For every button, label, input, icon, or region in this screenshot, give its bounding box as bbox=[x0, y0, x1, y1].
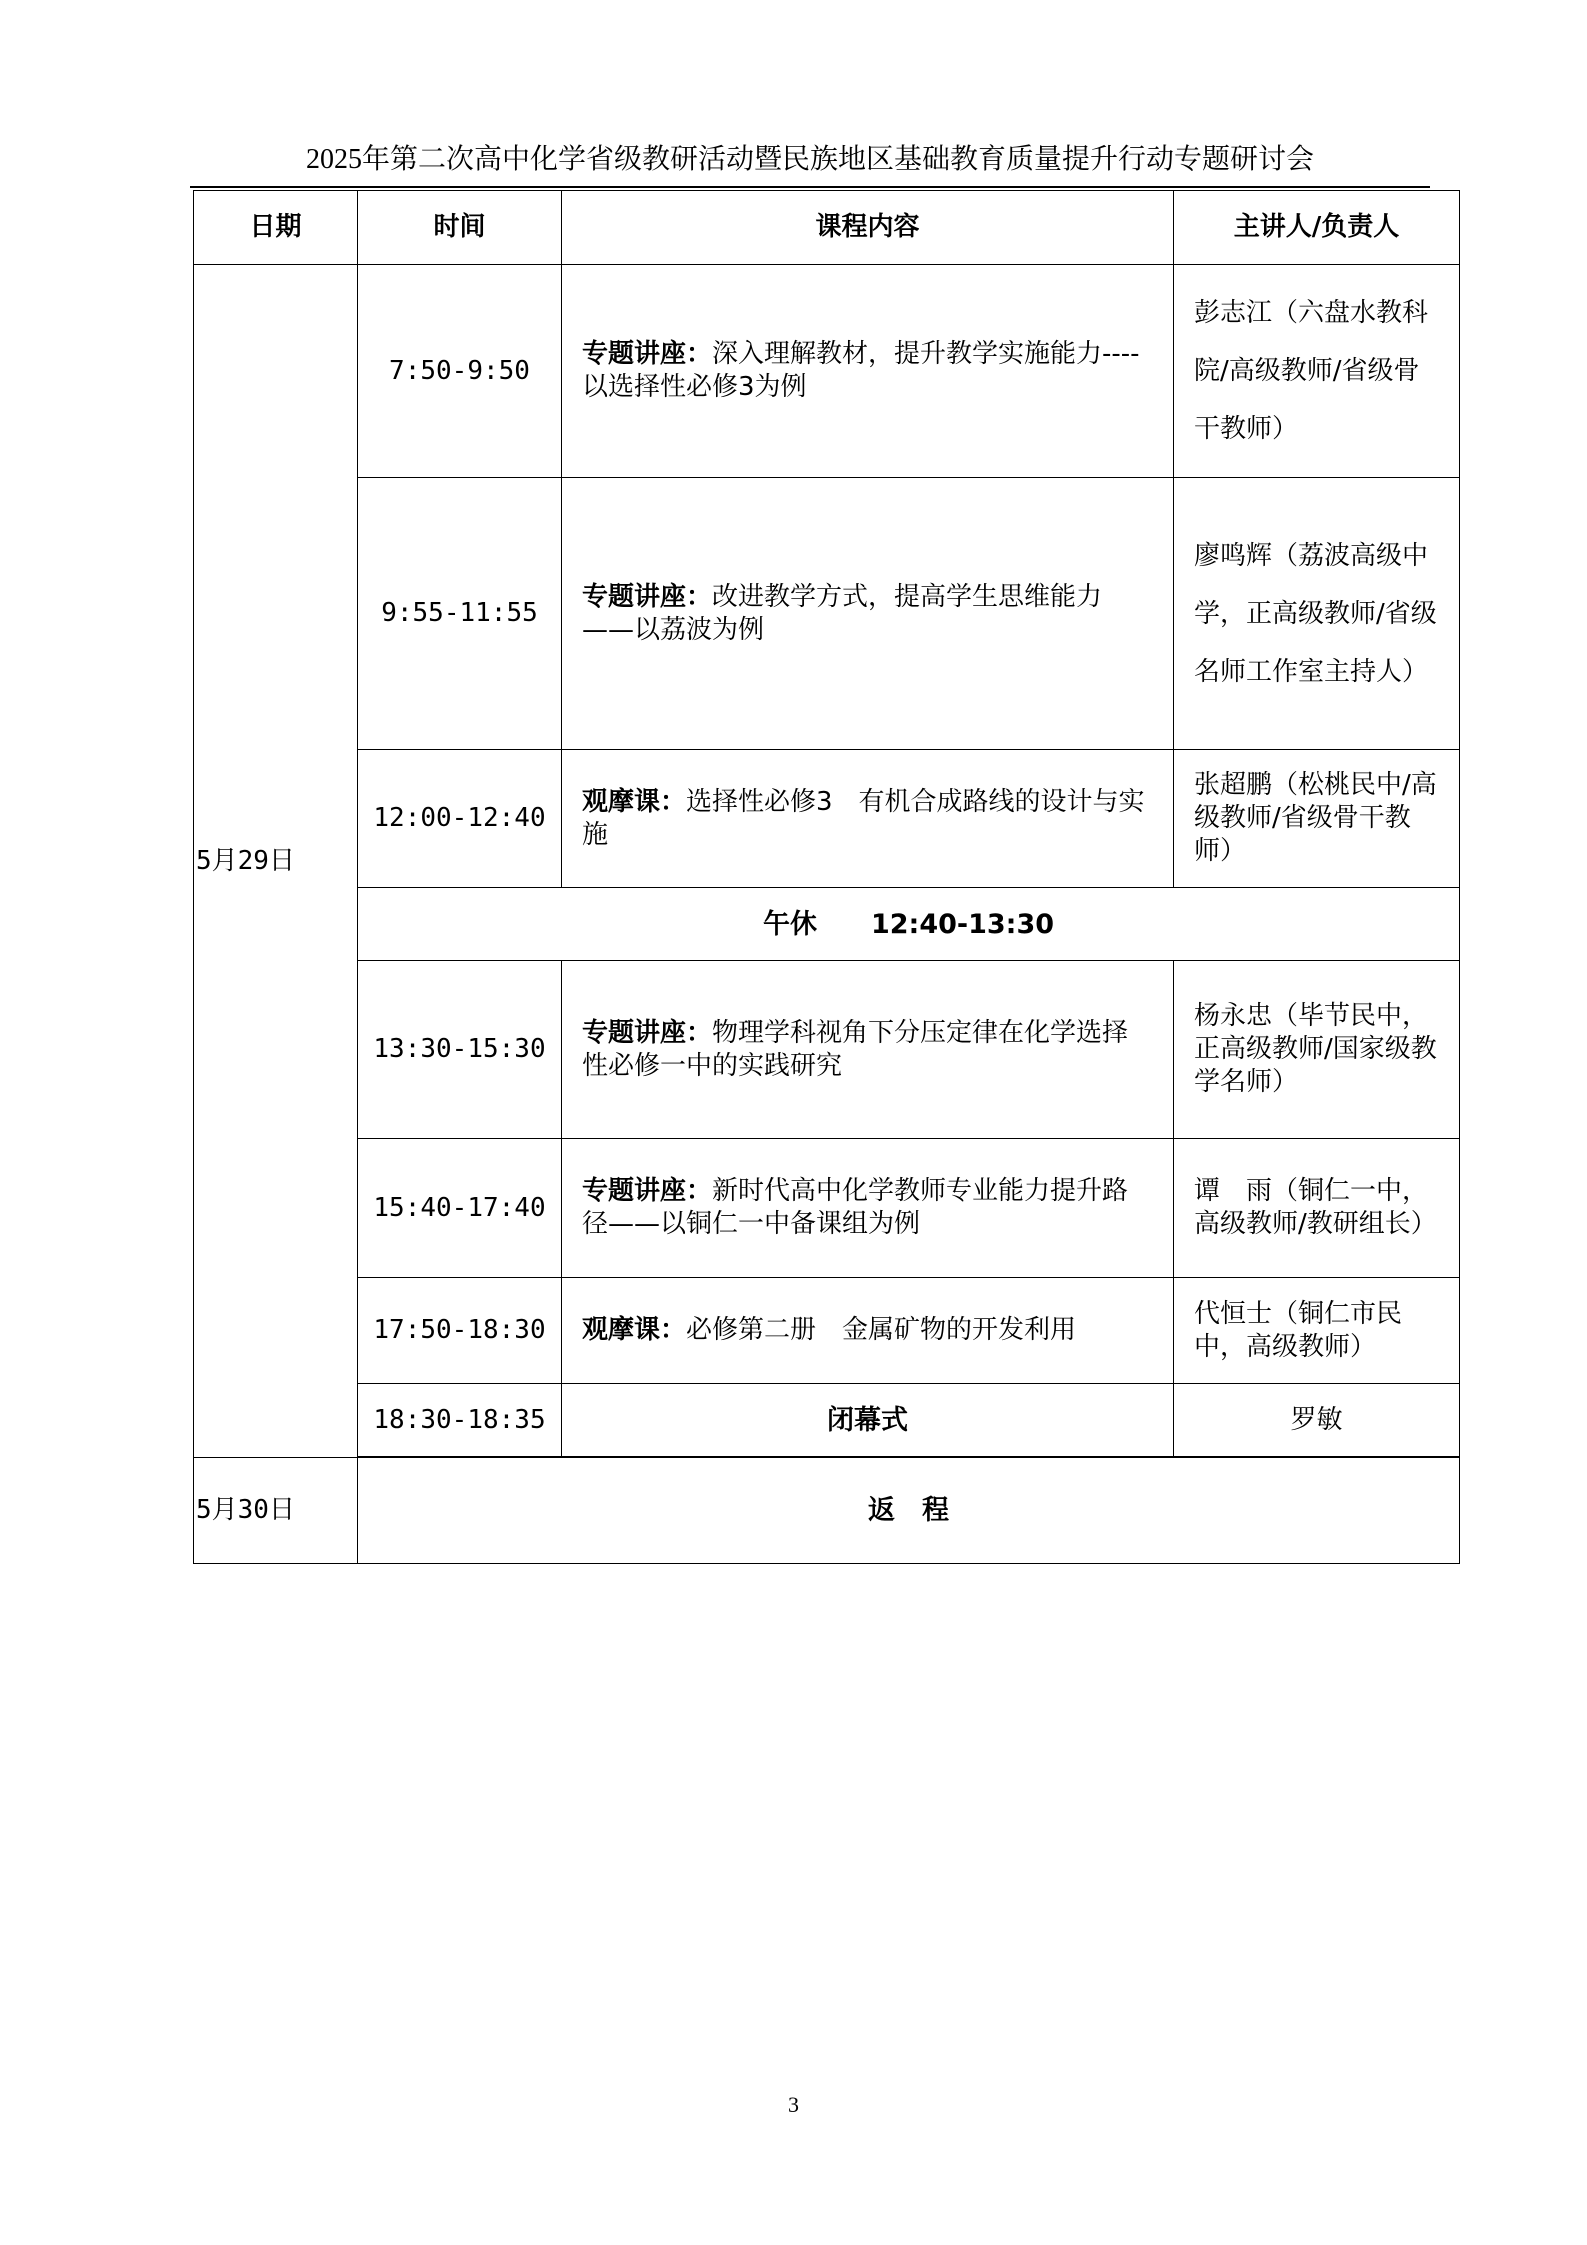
page-number: 3 bbox=[788, 2092, 799, 2117]
session-topic: 新时代高中化学教师专业能力提升路径——以铜仁一中备课组为例 bbox=[582, 1176, 1129, 1239]
session-type: 观摩课： bbox=[582, 786, 687, 817]
speaker-cell: 廖鸣辉（荔波高级中学，正高级教师/省级名师工作室主持人） bbox=[1174, 478, 1460, 750]
time-cell: 7:50-9:50 bbox=[358, 265, 562, 478]
session-type: 专题讲座： bbox=[582, 1017, 713, 1048]
return-row bbox=[194, 1458, 1460, 1564]
session-topic: 选择性必修3 有机合成路线的设计与实施 bbox=[582, 786, 1145, 850]
speaker-cell: 张超鹏（松桃民中/高级教师/省级骨干教师） bbox=[1174, 750, 1460, 888]
lunch-row bbox=[194, 888, 1460, 961]
table-row bbox=[194, 750, 1460, 888]
time-cell: 15:40-17:40 bbox=[358, 1139, 562, 1278]
column-header-date: 日期 bbox=[194, 191, 358, 265]
return-trip-cell: 返 程 bbox=[358, 1458, 1460, 1564]
speaker-cell: 代恒士（铜仁市民中，高级教师） bbox=[1174, 1278, 1460, 1384]
time-cell: 13:30-15:30 bbox=[358, 961, 562, 1139]
content-cell bbox=[562, 961, 1174, 1139]
content-cell bbox=[562, 1278, 1174, 1384]
table-header-row bbox=[194, 191, 1460, 265]
title-underline bbox=[190, 186, 1430, 188]
session-topic: 物理学科视角下分压定律在化学选择性必修一中的实践研究 bbox=[582, 1017, 1129, 1081]
speaker-cell: 彭志江（六盘水教科院/高级教师/省级骨干教师） bbox=[1174, 265, 1460, 478]
content-cell bbox=[562, 1139, 1174, 1278]
table-row bbox=[194, 1278, 1460, 1384]
document-title: 2025年第二次高中化学省级教研活动暨民族地区基础教育质量提升行动专题研讨会 bbox=[305, 144, 1314, 175]
lunch-break-cell: 午休 12:40-13:30 bbox=[358, 888, 1460, 961]
date-cell-day2: 5月30日 bbox=[194, 1458, 358, 1564]
schedule-table bbox=[193, 190, 1460, 1564]
table-row bbox=[194, 961, 1460, 1139]
time-cell: 18:30-18:35 bbox=[358, 1384, 562, 1457]
table-row bbox=[194, 1139, 1460, 1278]
date-cell-day1: 5月29日 bbox=[194, 265, 358, 1458]
column-header-content: 课程内容 bbox=[562, 191, 1174, 265]
session-type: 专题讲座： bbox=[582, 581, 713, 612]
content-cell bbox=[562, 750, 1174, 888]
session-type: 专题讲座： bbox=[582, 339, 713, 369]
speaker-cell: 杨永忠（毕节民中，正高级教师/国家级教学名师） bbox=[1174, 961, 1460, 1139]
session-type: 观摩课： bbox=[582, 1315, 687, 1345]
content-cell bbox=[562, 265, 1174, 478]
time-cell: 17:50-18:30 bbox=[358, 1278, 562, 1384]
column-header-time: 时间 bbox=[358, 191, 562, 265]
session-type: 专题讲座： bbox=[582, 1176, 713, 1206]
time-cell: 9:55-11:55 bbox=[358, 478, 562, 750]
table-row bbox=[194, 265, 1460, 478]
closing-row bbox=[194, 1384, 1460, 1457]
table-row bbox=[194, 478, 1460, 750]
column-header-speaker: 主讲人/负责人 bbox=[1174, 191, 1460, 265]
time-cell: 12:00-12:40 bbox=[358, 750, 562, 888]
speaker-cell: 谭 雨（铜仁一中，高级教师/教研组长） bbox=[1174, 1139, 1460, 1278]
session-topic: 深入理解教材，提升教学实施能力----以选择性必修3为例 bbox=[582, 339, 1140, 402]
session-topic: 改进教学方式，提高学生思维能力——以荔波为例 bbox=[582, 581, 1103, 645]
content-cell bbox=[562, 478, 1174, 750]
speaker-cell: 罗敏 bbox=[1174, 1384, 1460, 1457]
closing-ceremony-cell: 闭幕式 bbox=[562, 1384, 1174, 1457]
session-topic: 必修第二册 金属矿物的开发利用 bbox=[686, 1315, 1077, 1345]
